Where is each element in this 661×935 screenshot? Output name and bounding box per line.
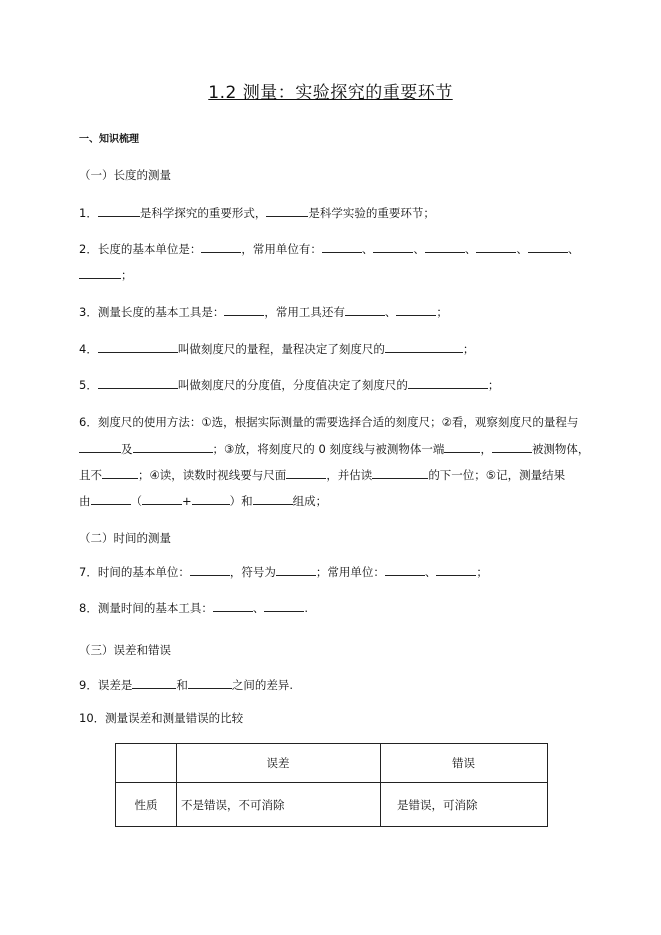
fill-blank[interactable] (98, 377, 178, 389)
fill-blank[interactable] (224, 304, 264, 316)
fill-blank[interactable] (188, 677, 232, 689)
table-cell: 是错误，可消除 (381, 783, 548, 827)
fill-blank[interactable] (385, 564, 425, 576)
fill-blank[interactable] (133, 441, 213, 453)
question-6-line-2: 及 ；③放，将刻度尺的 0 刻度线与被测物体一端 ， 被测物体， (79, 441, 593, 457)
fill-blank[interactable] (476, 241, 516, 253)
question-2: 2．长度的基本单位是： ，常用单位有： 、 、 、 、 、 (79, 242, 580, 256)
question-2-cont: ； (79, 267, 593, 283)
subheading-length: （一）长度的测量 (79, 168, 171, 182)
fill-blank[interactable] (79, 441, 121, 453)
fill-blank[interactable] (373, 241, 413, 253)
subheading-error: （三）误差和错误 (79, 643, 171, 657)
fill-blank[interactable] (425, 241, 465, 253)
section-heading: 一、知识梳理 (79, 134, 139, 145)
question-6-line-4: 由 （ + ）和 组成； (79, 494, 328, 508)
fill-blank[interactable] (528, 241, 568, 253)
question-1: 1． 是科学探究的重要形式， 是科学实验的重要环节； (79, 206, 435, 220)
question-9: 9．误差是 和 之间的差异. (79, 678, 293, 692)
fill-blank[interactable] (190, 564, 230, 576)
table-header-cell: 错误 (381, 744, 548, 783)
question-3: 3．测量长度的基本工具是： ，常用工具还有 、 ； (79, 305, 448, 319)
fill-blank[interactable] (201, 241, 241, 253)
fill-blank[interactable] (142, 493, 182, 505)
table-header-cell: 误差 (177, 744, 381, 783)
fill-blank[interactable] (372, 467, 428, 479)
fill-blank[interactable] (264, 600, 304, 612)
fill-blank[interactable] (213, 600, 253, 612)
table-header-row (116, 744, 548, 783)
question-4: 4． 叫做刻度尺的量程，量程决定了刻度尺的 ； (79, 342, 475, 356)
fill-blank[interactable] (436, 564, 476, 576)
subheading-time: （二）时间的测量 (79, 531, 171, 545)
question-10: 10．测量误差和测量错误的比较 (79, 711, 244, 725)
question-6: 6．刻度尺的使用方法：①选，根据实际测量的需要选择合适的刻度尺；②看，观察刻度尺的量程与 (79, 415, 579, 429)
fill-blank[interactable] (276, 564, 316, 576)
fill-blank[interactable] (102, 467, 138, 479)
fill-blank[interactable] (253, 493, 293, 505)
table-cell: 性质 (116, 783, 177, 827)
table-cell: 不是错误，不可消除 (177, 783, 381, 827)
fill-blank[interactable] (192, 493, 230, 505)
fill-blank[interactable] (396, 304, 436, 316)
fill-blank[interactable] (408, 377, 488, 389)
table-header-cell (116, 744, 177, 783)
fill-blank[interactable] (444, 441, 480, 453)
fill-blank[interactable] (79, 267, 121, 279)
question-7: 7．时间的基本单位： ，符号为 ；常用单位： 、 ； (79, 565, 488, 579)
fill-blank[interactable] (98, 205, 140, 217)
fill-blank[interactable] (345, 304, 385, 316)
fill-blank[interactable] (91, 493, 131, 505)
fill-blank[interactable] (132, 677, 176, 689)
fill-blank[interactable] (98, 341, 178, 353)
page-title: 1.2 测量：实验探究的重要环节 (208, 83, 453, 103)
question-6-line-3: 且不 ；④读，读数时视线要与尺面 ，并估读 的下一位；⑤记，测量结果 (79, 468, 566, 482)
fill-blank[interactable] (266, 205, 308, 217)
question-5: 5． 叫做刻度尺的分度值，分度值决定了刻度尺的 ； (79, 378, 500, 392)
fill-blank[interactable] (492, 441, 532, 453)
question-8: 8．测量时间的基本工具： 、 . (79, 601, 308, 615)
table-row (116, 783, 548, 827)
comparison-table (115, 743, 548, 827)
fill-blank[interactable] (322, 241, 362, 253)
fill-blank[interactable] (385, 341, 463, 353)
fill-blank[interactable] (286, 467, 326, 479)
